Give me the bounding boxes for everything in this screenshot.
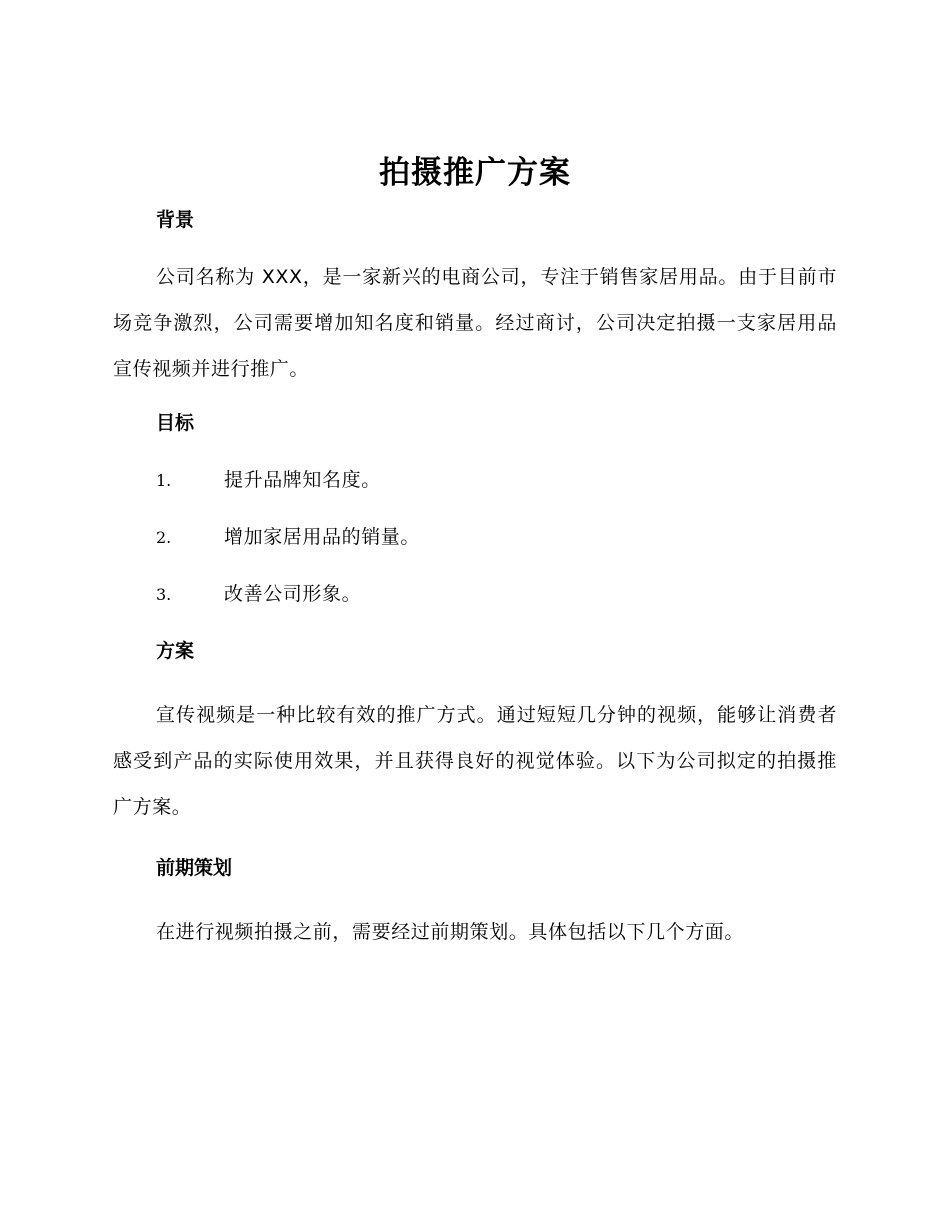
list-item-number: 1. [156,471,172,490]
preplanning-paragraph: 在进行视频拍摄之前，需要经过前期策划。具体包括以下几个方面。 [156,921,745,943]
section-heading-goals: 目标 [156,412,195,434]
section-heading-plan: 方案 [156,640,195,662]
background-paragraph: 公司名称为 XXX，是一家新兴的电商公司，专注于销售家居用品。由于目前市场竞争激烈，公司需要增加知名度和销量。经过商讨，公司决定拍摄一支家居用品宣传视频并进行推广。 [113,266,837,380]
plan-paragraph: 宣传视频是一种比较有效的推广方式。通过短短几分钟的视频，能够让消费者感受到产品的实际使用效果，并且获得良好的视觉体验。以下为公司拟定的拍摄推广方案。 [113,704,837,818]
section-heading-preplanning: 前期策划 [156,857,233,879]
document-body [113,150,837,955]
list-item [113,465,837,522]
list-item-text: 增加家居用品的销量。 [224,526,421,548]
list-item-text: 改善公司形象。 [224,583,362,605]
list-item-number: 2. [156,528,172,547]
list-item-text: 提升品牌知名度。 [224,469,381,491]
document-title: 拍摄推广方案 [379,155,571,191]
list-item-number: 3. [156,585,172,604]
list-item [113,579,837,636]
section-heading-background: 背景 [156,209,195,231]
goals-list [113,465,837,636]
list-item [113,522,837,579]
